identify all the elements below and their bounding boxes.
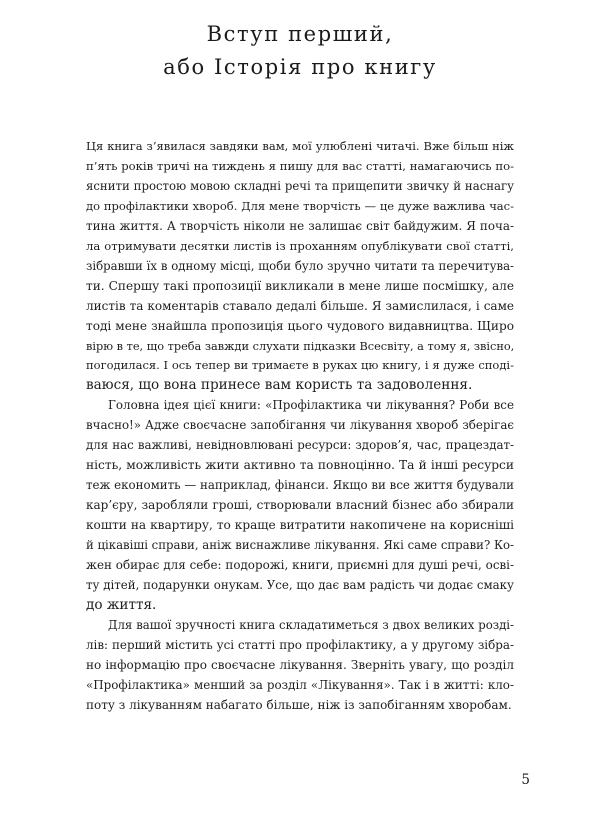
paragraph	[86, 616, 514, 716]
text-line: для нас важливі, невідновлювані ресурси: здоров’я, час, працездат-	[86, 438, 514, 453]
text-line: ність, можливість жити активно та повноцінно. Та й інші ресурси	[86, 458, 514, 473]
text-line: «Профілактика» менший за розділ «Лікування». Так і в житті: кло-	[86, 677, 514, 692]
text-line: ту дітей, подарунки онукам. Усе, що дає вам радість чи додає смаку	[86, 577, 514, 592]
text-line: зібравши їх в одному місці, щоби було зручно читати та перечитува-	[86, 258, 514, 273]
text-line: ла отримувати десятки листів із проханням опублікувати свої статті,	[86, 238, 514, 253]
text-line: Для вашої зручності книга складатиметься з двох великих розді-	[108, 617, 514, 632]
text-line: погодилася. І ось тепер ви тримаєте в руках цю книгу, і я дуже сподi-	[86, 358, 514, 373]
text-line: до життя.	[86, 596, 157, 613]
text-line: поту з лікуванням набагато більше, ніж із запобіганням хворобам.	[86, 697, 512, 712]
text-line: вчасно!» Адже своєчасне запобігання чи лікування хвороб зберігає	[86, 418, 514, 433]
text-line: Ця книга з’явилася завдяки вам, мої улюблені читачі. Вже більш ніж	[86, 139, 514, 153]
paragraph	[86, 137, 514, 396]
text-line: но інформацію про своєчасне лікування. Зверніть увагу, що розділ	[86, 657, 514, 672]
text-line: жен обирає для себе: подорожі, книги, приємні для душі речі, осві-	[86, 558, 514, 573]
text-line: тина життя. А творчість ніколи не залишає світ байдужим. Я поча-	[86, 218, 514, 233]
text-line: й цікавіші справи, аніж виснажливе лікування. Які саме справи? Ко-	[86, 538, 514, 553]
text-line: ваюся, що вона принесе вам користь та задоволення.	[86, 377, 473, 394]
page-number: 5	[521, 772, 530, 788]
text-line: тоді мене знайшла пропозиція цього чудового видавництва. Щиро	[86, 318, 514, 333]
text-line: лів: перший містить усі статті про профілактику, а у другому зібра-	[86, 637, 514, 652]
paragraph	[86, 396, 514, 615]
text-line: теж економить — наприклад, фінанси. Якщо ви все життя будували	[86, 478, 514, 493]
text-line: кошти на квартиру, то краще витратити накопичене на корисніші	[86, 518, 514, 533]
text-line: Головна ідея цієї книги: «Профілактика чи лікування? Роби все	[108, 398, 514, 413]
text-line: листів та коментарів ставало дедалі більше. Я замислилася, і саме	[86, 298, 514, 313]
chapter-title-line-2: або Історія про книгу	[163, 55, 437, 79]
text-line: вірю в те, що треба завжди слухати підказки Всесвіту, а тому я, звісно,	[86, 339, 515, 353]
body-text	[86, 137, 514, 716]
text-line: кар’єру, заробляли гроші, створювали власний бізнес або збирали	[86, 498, 514, 513]
chapter-title-line-1: Вступ перший,	[206, 22, 394, 46]
text-line: до профілактики хвороб. Для мене творчість — це дуже важлива час-	[86, 198, 514, 213]
text-line: ти. Спершу такі пропозиції викликали в мене лише посмішку, але	[86, 278, 514, 293]
text-line: яснити простою мовою складні речі та прищепити звичку й наснагу	[86, 178, 514, 193]
text-line: п’ять років тричі на тиждень я пишу для вас статті, намагаючись по-	[86, 158, 514, 173]
